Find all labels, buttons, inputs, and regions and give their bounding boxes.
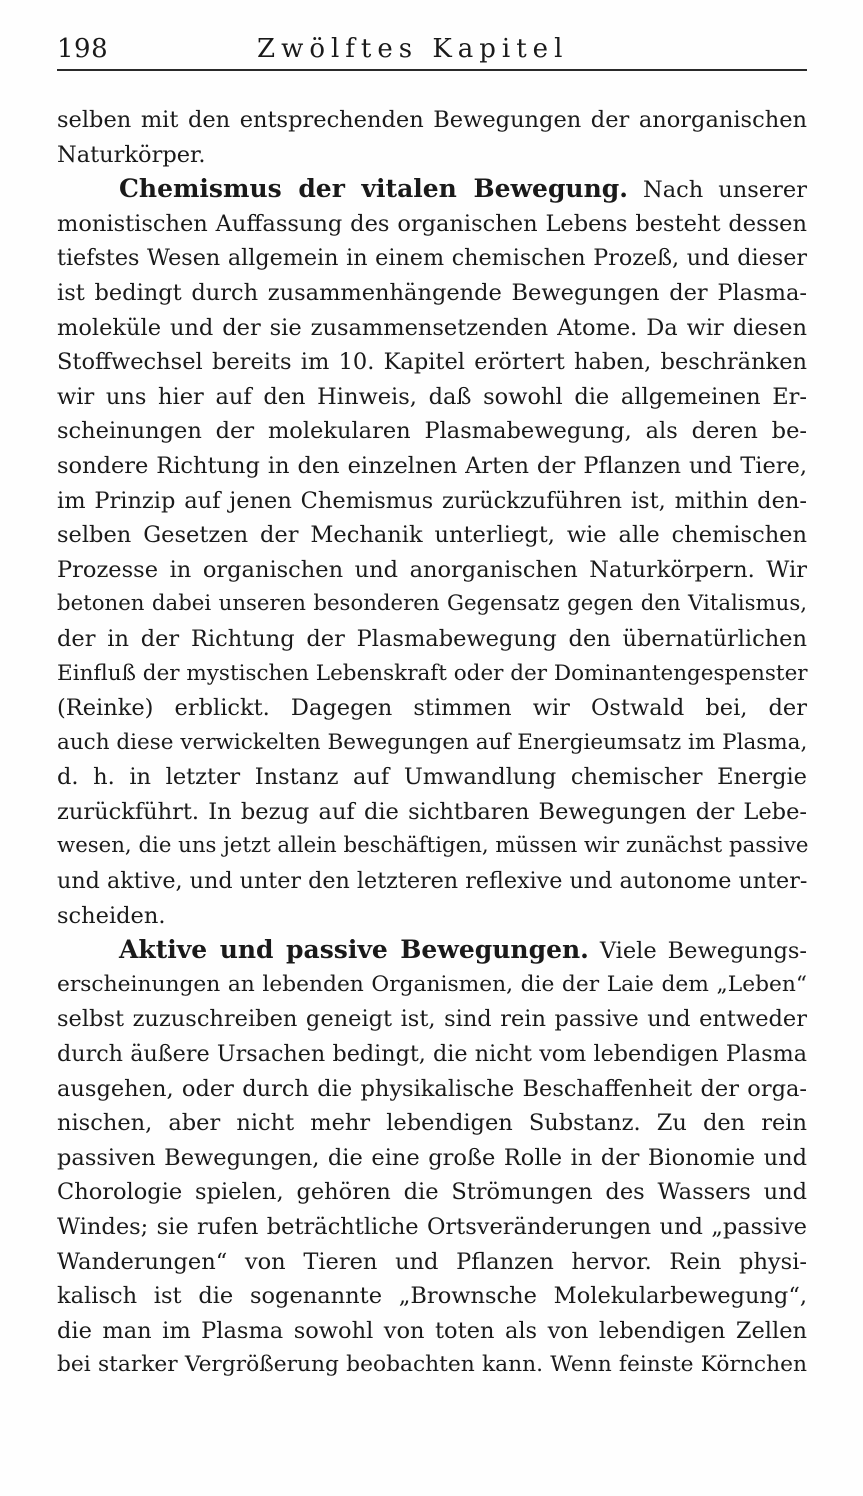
text-line: Einfluß der mystischen Lebenskraft oder der Dominantengespenster [57,660,808,686]
text-line: Prozesse in organischen und anorganischen Naturkörpern. Wir [57,556,807,583]
text-line: nischen, aber nicht mehr lebendigen Substanz. Zu den rein [57,1110,807,1137]
text-line: d. h. in letzter Instanz auf Umwandlung chemischer Energie [57,764,807,791]
text-line: Stoffwechsel bereits im 10. Kapitel erörtert haben, beschränken [57,349,807,376]
section-heading: Chemismus der vitalen Bewegung. [119,174,628,204]
text-line: kalisch ist die sogenannte „Brownsche Molekularbewegung“, [57,1283,807,1310]
text-line: selben mit den entsprechenden Bewegungen der anorganischen [57,107,807,133]
text-line: ausgehen, oder durch die physikalische Beschaffenheit der orga- [57,1075,807,1102]
header-rule [57,69,807,71]
text-line: betonen dabei unseren besonderen Gegensatz gegen den Vitalismus, [57,591,807,617]
page-number: 198 [57,34,109,64]
section-heading-line [57,933,807,968]
running-head: Zwölftes Kapitel [257,34,569,64]
text-line: monistischen Auffassung des organischen Lebens besteht dessen [57,210,807,237]
text-line: wir uns hier auf den Hinweis, daß sowohl die allgemeinen Er- [57,383,807,410]
text-line: Naturkörper. [57,141,206,168]
text-line: selben Gesetzen der Mechanik unterliegt, wie alle chemischen [57,522,807,549]
text-line: Windes; sie rufen beträchtliche Ortsveränderungen und „passive [57,1214,807,1240]
text-line: zurückführt. In bezug auf die sichtbaren Bewegungen der Lebe- [57,798,807,825]
section-heading-line [57,172,807,207]
text-fragment: Nach unserer [643,177,807,204]
section-heading: Aktive und passive Bewegungen. [119,935,589,965]
page-header [57,34,807,68]
text-fragment: Viele Bewegungs- [599,938,807,965]
text-line: erscheinungen an lebenden Organismen, die der Laie dem „Leben“ [57,971,807,997]
text-line: auch diese verwickelten Bewegungen auf Energieumsatz im Plasma, [57,729,808,755]
text-line: passiven Bewegungen, die eine große Rolle in der Bionomie und [57,1144,807,1171]
text-line: die man im Plasma sowohl von toten als von lebendigen Zellen [57,1317,807,1344]
text-line: scheinungen der molekularen Plasmabewegung, als deren be- [57,418,807,445]
text-line: der in der Richtung der Plasmabewegung den übernatürlichen [57,625,807,652]
text-line: im Prinzip auf jenen Chemismus zurückzuführen ist, mithin den- [57,487,807,514]
text-line: ist bedingt durch zusammenhängende Bewegungen der Plasma- [57,279,807,306]
text-line: scheiden. [57,902,166,929]
text-line: selbst zuzuschreiben geneigt ist, sind rein passive und entweder [57,1006,807,1033]
text-line: tiefstes Wesen allgemein in einem chemischen Prozeß, und dieser [57,245,807,272]
text-line: sondere Richtung in den einzelnen Arten der Pflanzen und Tiere, [57,452,807,479]
text-line: und aktive, und unter den letzteren reflexive und autonome unter- [57,868,808,895]
body-text [57,103,807,1383]
text-line: Chorologie spielen, gehören die Strömungen des Wassers und [57,1179,807,1206]
text-line: (Reinke) erblickt. Dagegen stimmen wir Ostwald bei, der [57,695,807,722]
text-line: wesen, die uns jetzt allein beschäftigen, müssen wir zunächst passive [57,833,809,859]
text-line: Wanderungen“ von Tieren und Pflanzen hervor. Rein physi- [57,1248,807,1275]
text-line: moleküle und der sie zusammensetzenden Atome. Da wir diesen [57,314,807,341]
text-line: durch äußere Ursachen bedingt, die nicht vom lebendigen Plasma [57,1041,807,1068]
text-line: bei starker Vergrößerung beobachten kann. Wenn feinste Körnchen [57,1352,807,1378]
